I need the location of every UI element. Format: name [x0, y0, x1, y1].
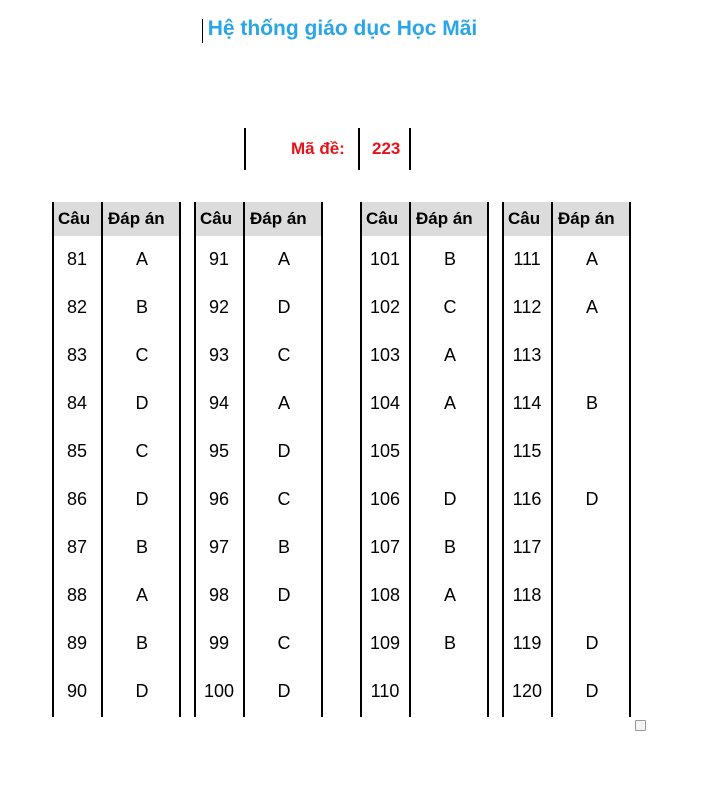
- table-header: [194, 202, 323, 236]
- answer-value: D: [277, 297, 291, 317]
- question-number: 90: [66, 681, 88, 701]
- column-line: [629, 202, 631, 717]
- question-number: 83: [66, 345, 88, 365]
- answer-value: A: [443, 393, 456, 413]
- answer-value: D: [277, 681, 291, 701]
- answer-value: B: [443, 633, 456, 653]
- question-number: 118: [512, 585, 542, 605]
- column-line: [487, 202, 489, 717]
- answer-value: B: [135, 297, 148, 317]
- question-number: 92: [208, 297, 230, 317]
- answer-value: D: [277, 585, 291, 605]
- answer-value: C: [277, 345, 291, 365]
- answer-value: A: [585, 249, 598, 269]
- question-number: 85: [66, 441, 88, 461]
- answer-value: B: [585, 393, 598, 413]
- answer-value: A: [135, 249, 148, 269]
- column-line: [409, 202, 411, 717]
- exam-code-label: Mã đề:: [291, 139, 345, 158]
- answer-value: B: [443, 537, 456, 557]
- question-number: 107: [369, 537, 401, 557]
- column-line: [321, 202, 323, 717]
- answer-value: C: [277, 633, 291, 653]
- question-number: 95: [208, 441, 230, 461]
- column-line: [52, 202, 54, 717]
- question-number: 119: [512, 633, 542, 653]
- question-number: 101: [369, 249, 401, 269]
- question-number: 103: [369, 345, 401, 365]
- question-number: 97: [208, 537, 230, 557]
- table-header: [502, 202, 631, 236]
- answer-value: A: [443, 585, 456, 605]
- resize-handle[interactable]: [635, 720, 646, 731]
- page-title: Hệ thống giáo dục Học Mãi: [207, 17, 478, 40]
- question-number: 82: [66, 297, 88, 317]
- divider: [358, 128, 360, 170]
- question-number: 99: [208, 633, 230, 653]
- answer-value: D: [585, 633, 599, 653]
- question-number: 84: [66, 393, 88, 413]
- answer-value: B: [135, 633, 148, 653]
- question-number: 102: [369, 297, 401, 317]
- answer-value: C: [277, 489, 291, 509]
- answer-value: A: [277, 393, 290, 413]
- column-line: [101, 202, 103, 717]
- table-header: [360, 202, 489, 236]
- question-number: 114: [512, 393, 542, 413]
- question-number: 117: [512, 537, 542, 557]
- question-number: 105: [369, 441, 401, 461]
- header-answer: Đáp án: [108, 209, 165, 228]
- question-number: 89: [66, 633, 88, 653]
- column-line: [551, 202, 553, 717]
- question-number: 112: [512, 297, 542, 317]
- column-line: [502, 202, 504, 717]
- question-number: 109: [369, 633, 401, 653]
- question-number: 93: [208, 345, 230, 365]
- question-number: 81: [66, 249, 88, 269]
- answer-value: B: [443, 249, 456, 269]
- question-number: 88: [66, 585, 88, 605]
- column-line: [243, 202, 245, 717]
- table-header: [52, 202, 181, 236]
- answer-table: [502, 202, 631, 717]
- header-question: Câu: [508, 209, 541, 228]
- question-number: 104: [369, 393, 401, 413]
- answer-table: [194, 202, 323, 717]
- question-number: 110: [370, 681, 400, 701]
- answer-value: A: [135, 585, 148, 605]
- answer-value: D: [585, 489, 599, 509]
- question-number: 115: [512, 441, 542, 461]
- header-question: Câu: [58, 209, 91, 228]
- column-line: [360, 202, 362, 717]
- answer-value: A: [277, 249, 290, 269]
- exam-code-value: 223: [372, 139, 401, 158]
- question-number: 120: [511, 681, 543, 701]
- header-question: Câu: [366, 209, 399, 228]
- question-number: 86: [66, 489, 88, 509]
- question-number: 113: [512, 345, 542, 365]
- header-answer: Đáp án: [416, 209, 473, 228]
- column-line: [179, 202, 181, 717]
- question-number: 116: [512, 489, 542, 509]
- answer-value: D: [443, 489, 457, 509]
- answer-value: C: [135, 441, 149, 461]
- answer-value: B: [135, 537, 148, 557]
- answer-value: C: [135, 345, 149, 365]
- answer-value: A: [443, 345, 456, 365]
- answer-table: [52, 202, 181, 717]
- answer-value: D: [135, 681, 149, 701]
- divider: [244, 128, 246, 170]
- header-answer: Đáp án: [558, 209, 615, 228]
- question-number: 94: [208, 393, 230, 413]
- question-number: 111: [513, 249, 541, 269]
- question-number: 96: [208, 489, 230, 509]
- answer-value: D: [135, 393, 149, 413]
- answer-value: D: [585, 681, 599, 701]
- header-answer: Đáp án: [250, 209, 307, 228]
- question-number: 98: [208, 585, 230, 605]
- answer-value: C: [443, 297, 457, 317]
- question-number: 91: [208, 249, 230, 269]
- divider: [409, 128, 411, 170]
- answer-value: D: [135, 489, 149, 509]
- answer-value: A: [585, 297, 598, 317]
- question-number: 100: [203, 681, 235, 701]
- question-number: 87: [66, 537, 88, 557]
- answer-value: B: [277, 537, 290, 557]
- answer-table: [360, 202, 489, 717]
- question-number: 108: [369, 585, 401, 605]
- exam-code-box: [244, 128, 411, 170]
- column-line: [194, 202, 196, 717]
- question-number: 106: [369, 489, 401, 509]
- header-question: Câu: [200, 209, 233, 228]
- answer-value: D: [277, 441, 291, 461]
